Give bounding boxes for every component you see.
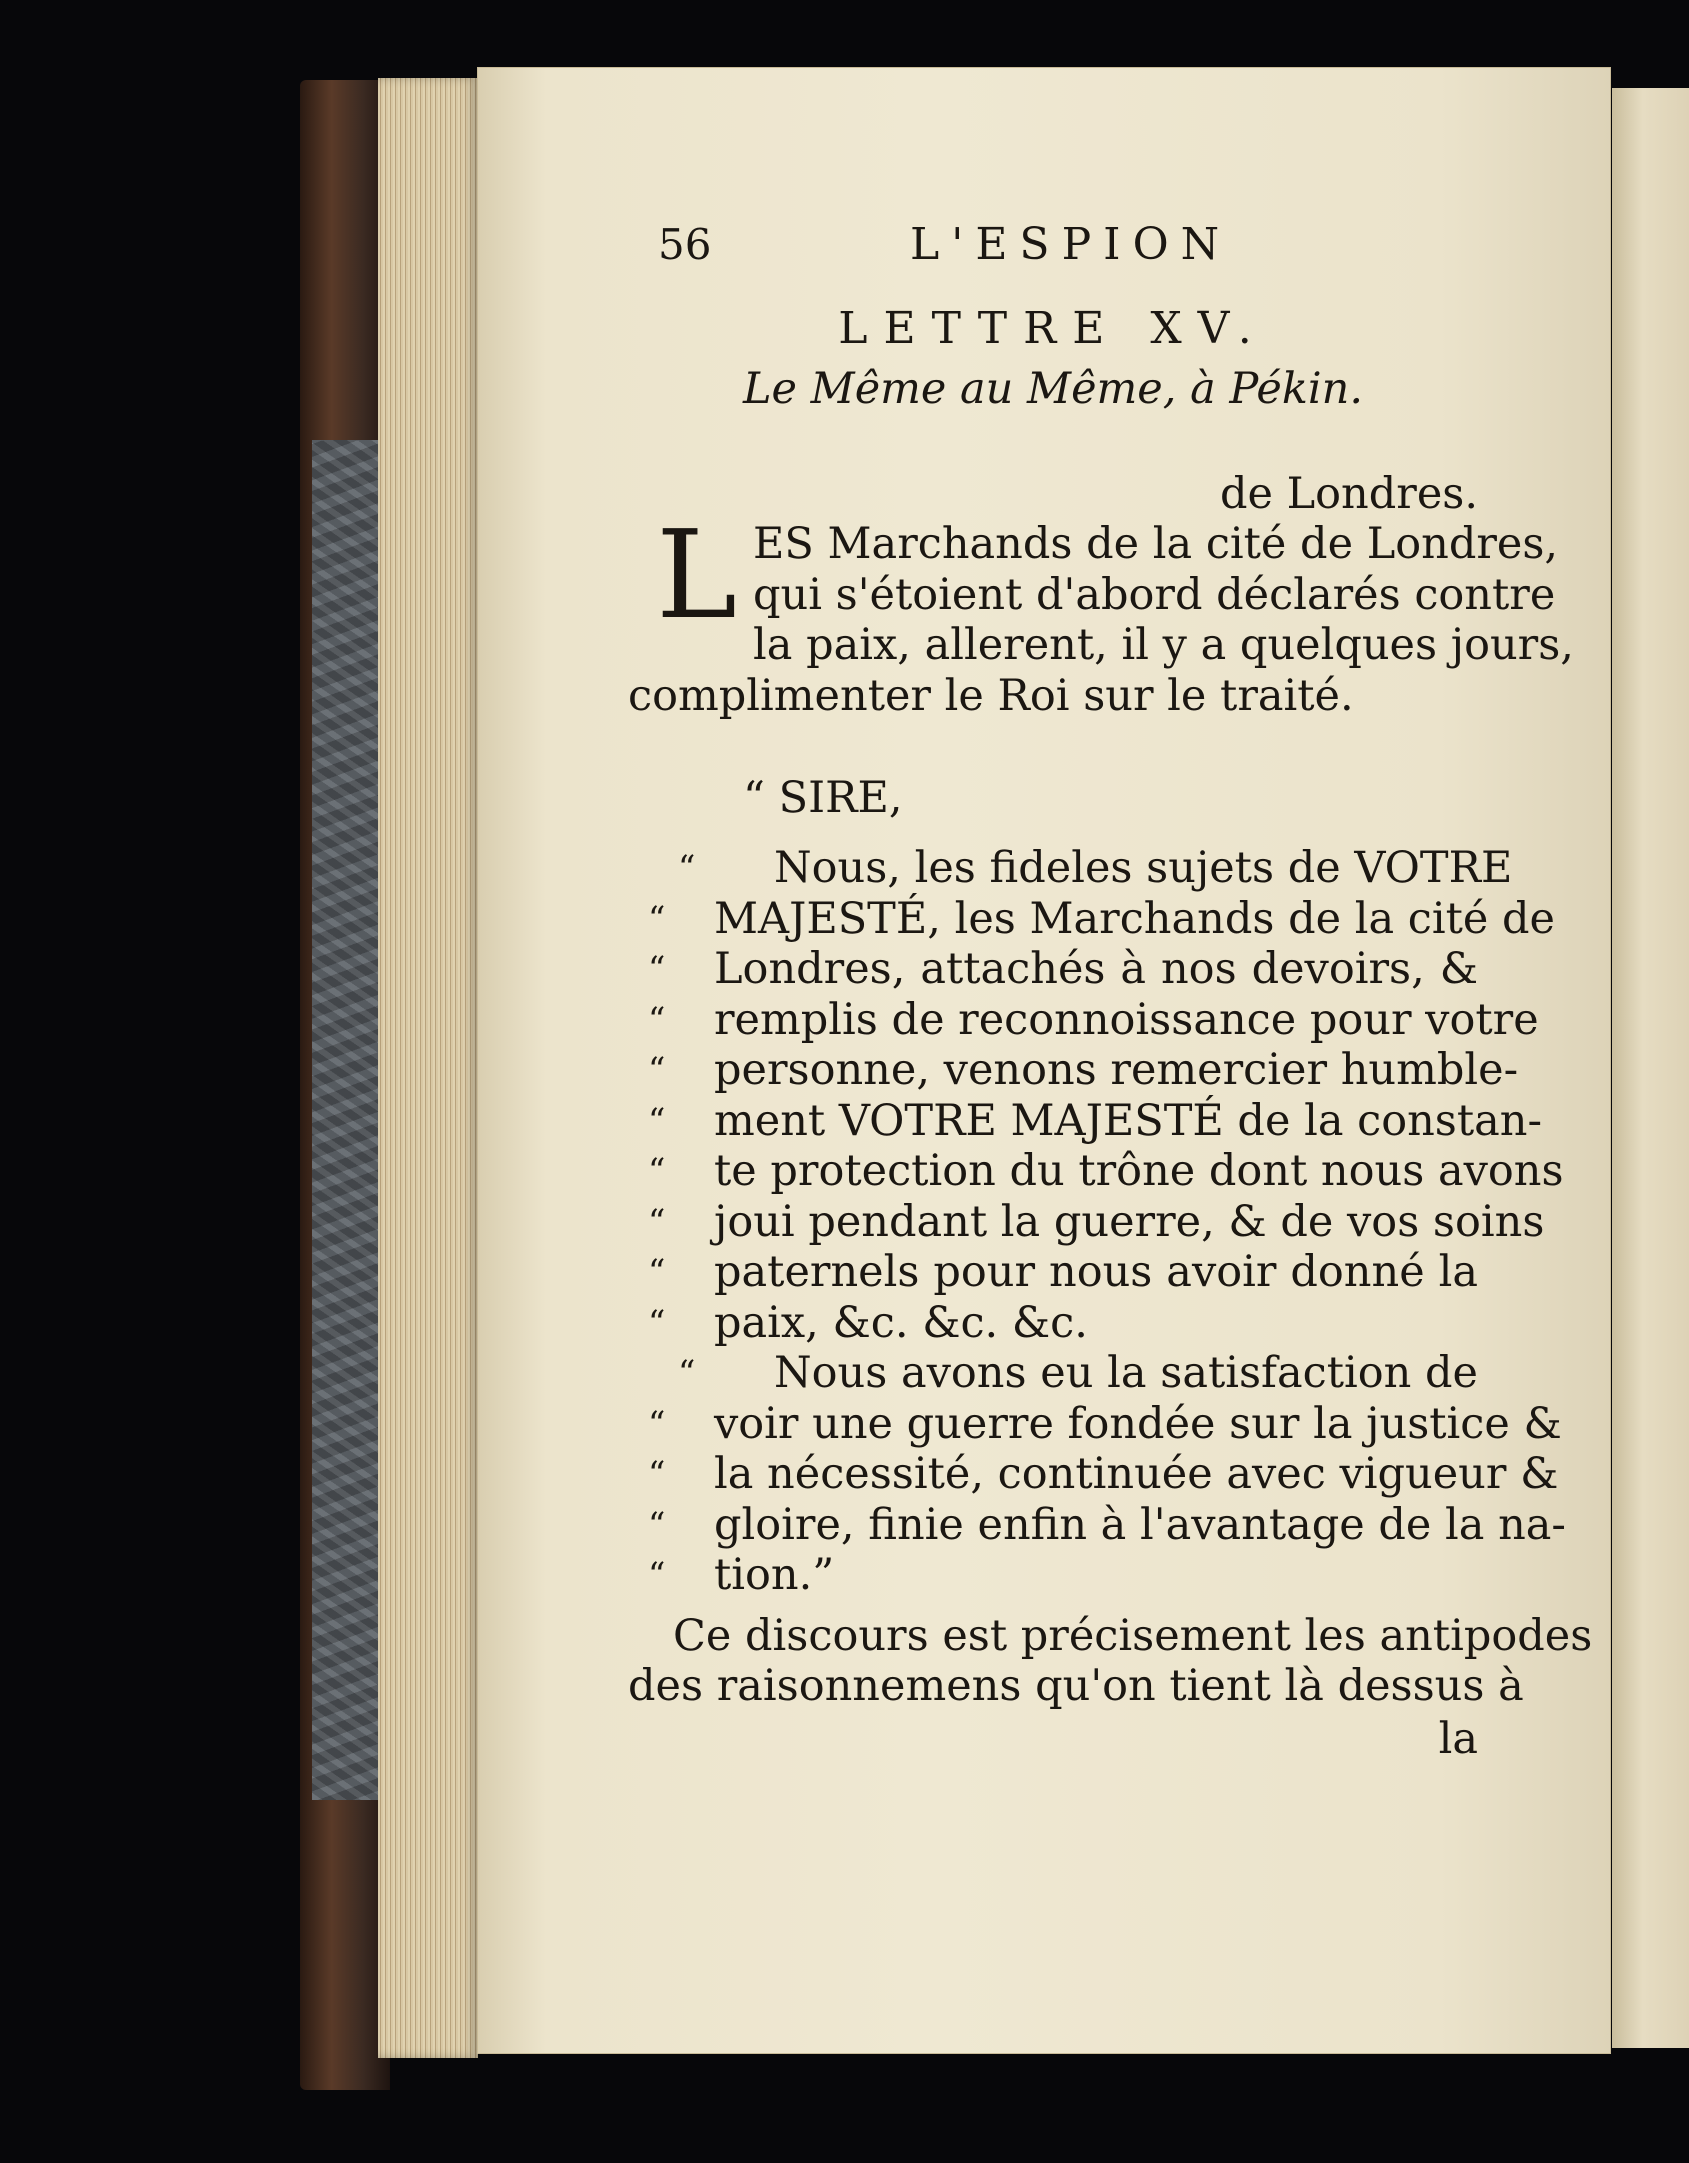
text-line: des raisonnemens qu'on tient là dessus à [628, 1661, 1524, 1711]
quote-mark: “ [648, 1504, 666, 1545]
quote-line [628, 1449, 1559, 1500]
text-line: ES Marchands de la cité de Londres, [753, 519, 1559, 569]
quote-mark: “ [648, 1555, 666, 1595]
text-line: qui s'étoient d'abord déclarés contre [753, 569, 1556, 620]
letter-subtitle: Le Même au Même, à Pékin. [743, 364, 1363, 414]
quote-text: gloire, finie enfin à l'avantage de la na- [714, 1499, 1566, 1550]
page-number: 56 [658, 220, 712, 269]
quote-text: paternels pour nous avoir donné la [714, 1247, 1478, 1297]
quote-mark: “ [648, 1050, 666, 1090]
letter-title: LETTRE XV. [838, 303, 1268, 354]
quote-line [628, 1146, 1564, 1197]
page-edges [378, 78, 478, 2058]
quote-line [628, 1298, 1478, 1349]
quote-text: joui pendant la guerre, & de vos soins [714, 1196, 1545, 1247]
quote-mark: “ [648, 999, 666, 1040]
quote-mark: “ [648, 1100, 666, 1141]
quote-text: voir une guerre fondée sur la justice & [714, 1398, 1562, 1449]
quote-mark: “ [648, 1302, 666, 1343]
quote-text: Nous, les fideles sujets de VOTRE [774, 843, 1513, 893]
quote-line [628, 944, 1478, 995]
salutation: “ SIRE, [743, 773, 903, 823]
quote-text: ment VOTRE MAJESTÉ de la constan- [714, 1095, 1543, 1146]
quote-text: Nous avons eu la satisfaction de [774, 1348, 1478, 1398]
quote-line [628, 1398, 1562, 1450]
quote-line [628, 843, 1513, 894]
quote-mark: “ [648, 1201, 666, 1242]
text-line: la paix, allerent, il y a quelques jours, [753, 620, 1574, 670]
quote-text: personne, venons remercier humble- [714, 1045, 1519, 1095]
quote-line [628, 994, 1539, 1046]
text-line: complimenter le Roi sur le traité. [628, 670, 1354, 721]
quote-line [628, 1045, 1519, 1096]
quote-text: remplis de reconnoissance pour votre [714, 994, 1539, 1045]
facing-page-edge [1612, 88, 1689, 2048]
speech-paragraph-1 [628, 843, 1564, 1348]
quote-text: te protection du trône dont nous avons [714, 1146, 1564, 1196]
marbled-binding [312, 440, 382, 1800]
quote-line [628, 1247, 1478, 1298]
quote-mark: “ [648, 1454, 666, 1494]
quote-text: la nécessité, continuée avec vigueur & [714, 1449, 1559, 1499]
quote-mark: “ [678, 1353, 696, 1393]
quote-mark: “ [648, 1151, 666, 1191]
quote-text: MAJESTÉ, les Marchands de la cité de [714, 893, 1555, 944]
quote-mark: “ [678, 848, 696, 888]
quote-text: paix, &c. &c. &c. [714, 1297, 1088, 1348]
quote-mark: “ [648, 949, 666, 989]
quote-mark: “ [648, 898, 666, 939]
quote-line [628, 893, 1555, 945]
quote-line [628, 1095, 1543, 1147]
place-line: de Londres. [1219, 469, 1478, 519]
quote-line [628, 1196, 1545, 1248]
quote-text: Londres, attachés à nos devoirs, & [714, 944, 1478, 994]
quote-line [628, 1499, 1566, 1551]
quote-line [628, 1550, 1478, 1601]
text-line: Ce discours est précisement les antipodes [673, 1610, 1593, 1661]
quote-text: tion.” [714, 1550, 835, 1600]
page-header [628, 220, 1478, 286]
quote-mark: “ [648, 1403, 666, 1444]
speech-paragraph-2 [628, 1348, 1566, 1601]
quote-line [628, 1348, 1478, 1399]
page-text [628, 219, 1593, 1764]
closing-paragraph [628, 1610, 1593, 1765]
drop-cap: L [656, 504, 738, 646]
catchword: la [1438, 1713, 1478, 1764]
opening-paragraph [628, 504, 1574, 721]
quote-mark: “ [648, 1252, 666, 1292]
running-title: L'ESPION [910, 219, 1232, 270]
